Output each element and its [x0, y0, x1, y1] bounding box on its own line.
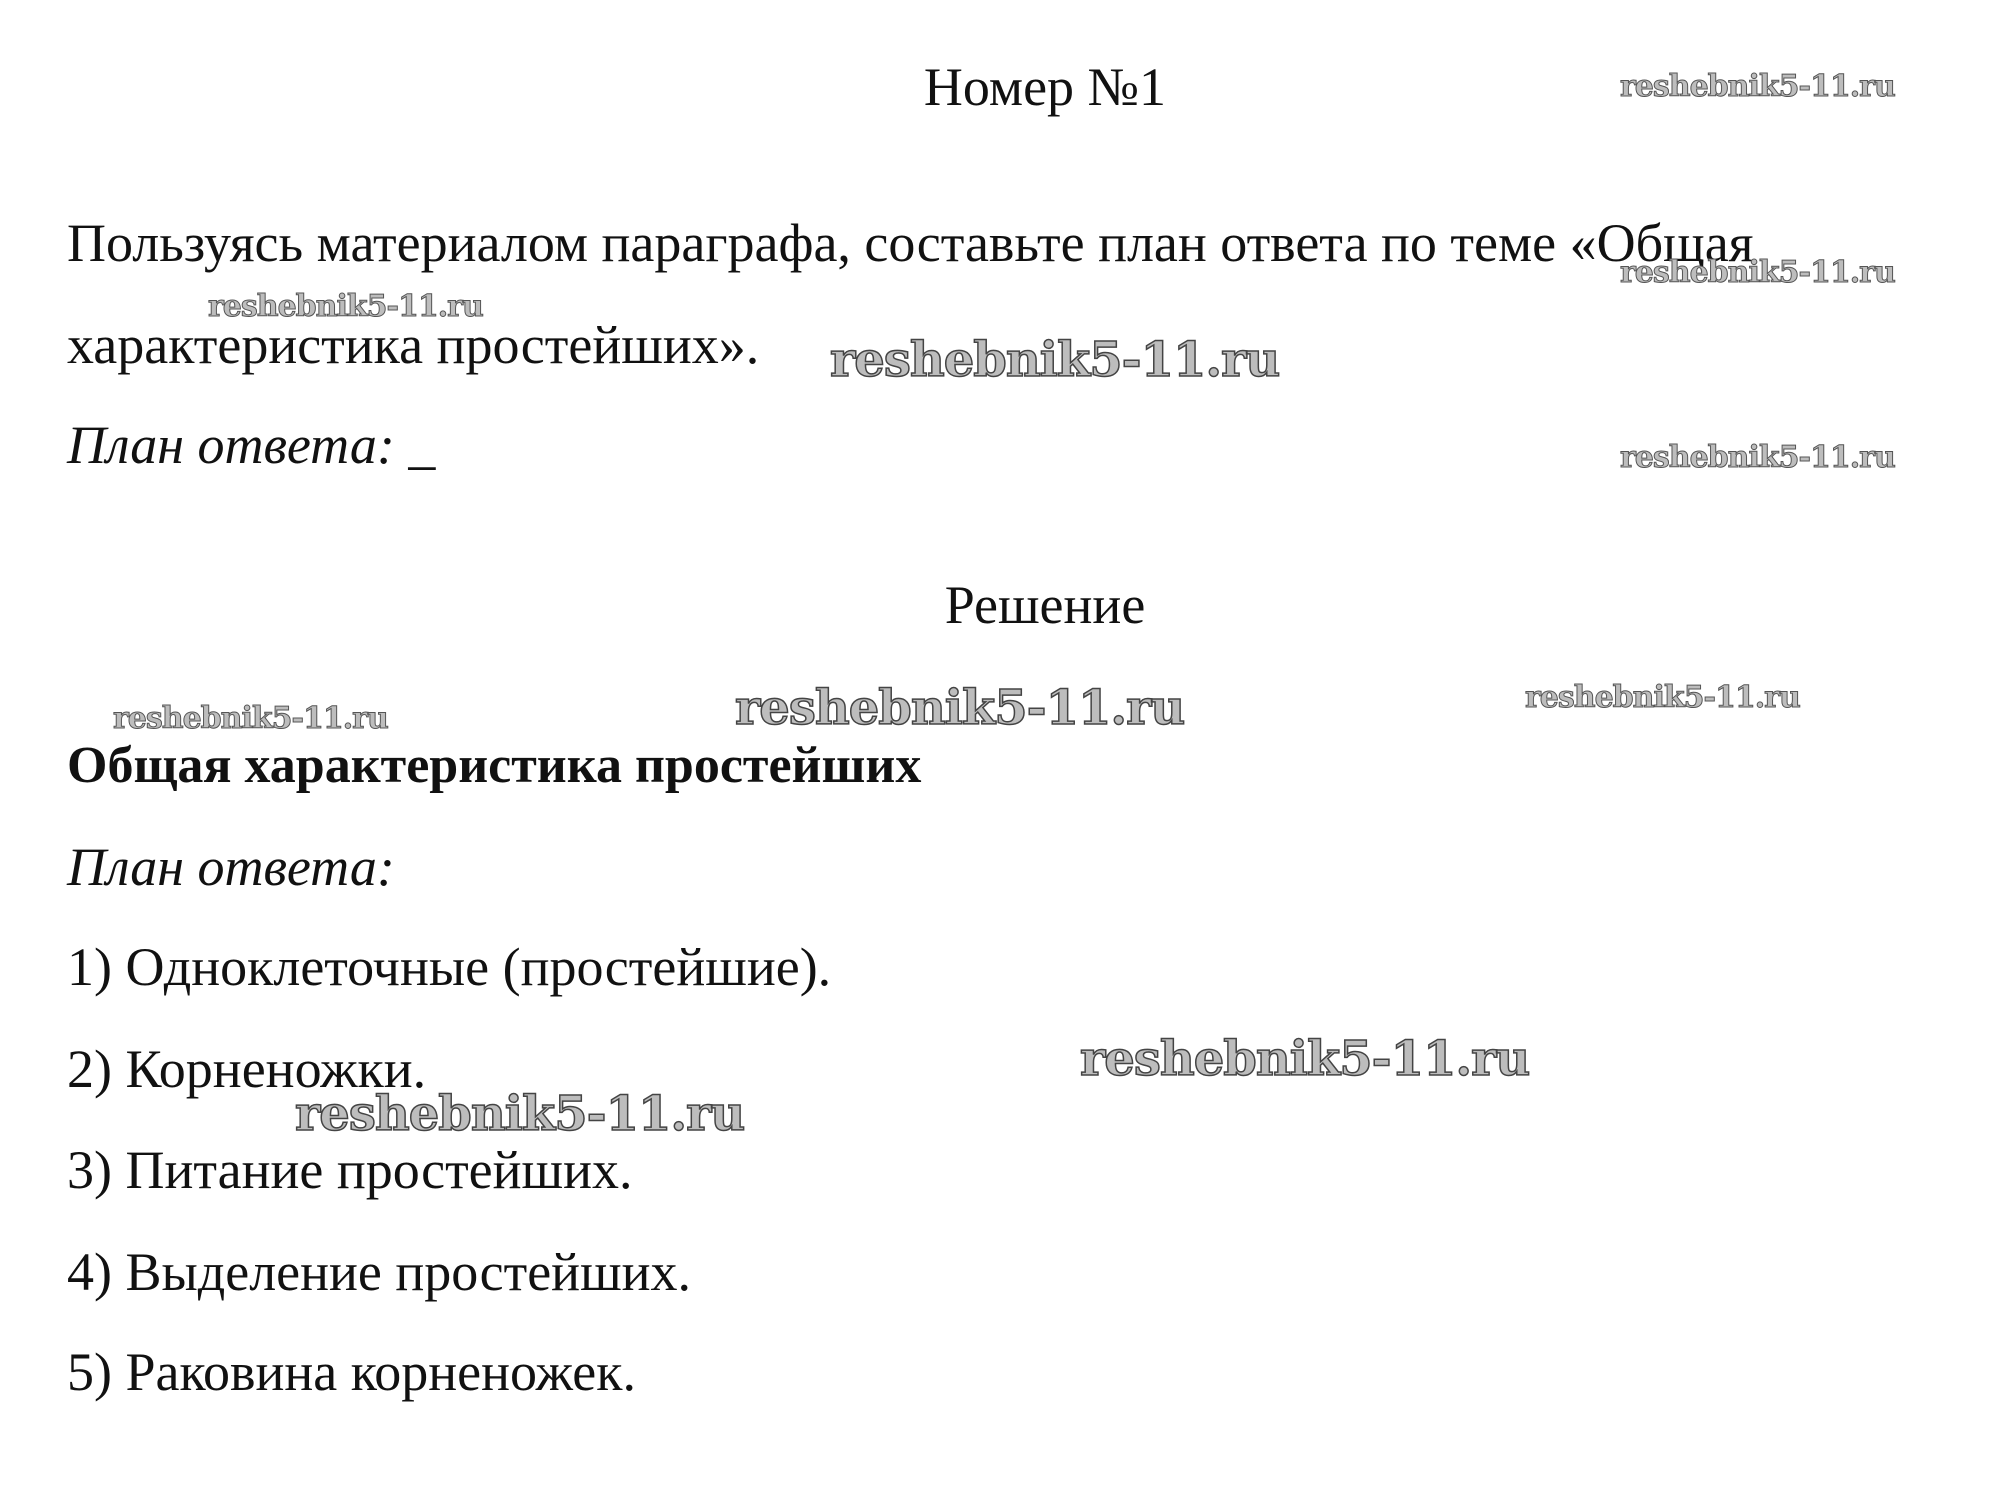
plan-item-3: 3) Питание простейших.	[67, 1140, 633, 1200]
watermark: reshebnik5-11.ru	[1620, 440, 1895, 475]
watermark: reshebnik5-11.ru	[830, 332, 1280, 388]
watermark: reshebnik5-11.ru	[1620, 69, 1895, 104]
watermark: reshebnik5-11.ru	[1525, 680, 1800, 715]
answer-plan-label: План ответа:	[67, 837, 395, 897]
watermark: reshebnik5-11.ru	[208, 289, 483, 324]
task-plan-label: План ответа: _	[67, 415, 436, 475]
plan-item-1: 1) Одноклеточные (простейшие).	[67, 937, 832, 997]
plan-item-5: 5) Раковина корненожек.	[67, 1342, 636, 1402]
plan-item-4: 4) Выделение простейших.	[67, 1242, 692, 1302]
page-title: Номер №1	[923, 57, 1167, 117]
solution-label: Решение	[944, 575, 1146, 635]
watermark: reshebnik5-11.ru	[735, 680, 1185, 736]
watermark: reshebnik5-11.ru	[1620, 255, 1895, 290]
task-text-line-2: характеристика простейших».	[67, 315, 760, 375]
watermark: reshebnik5-11.ru	[295, 1086, 745, 1142]
watermark: reshebnik5-11.ru	[1080, 1031, 1530, 1087]
plan-item-2: 2) Корненожки.	[67, 1039, 427, 1099]
answer-heading: Общая характеристика простейших	[67, 737, 922, 794]
task-text-line-1: Пользуясь материалом параграфа, составьте план ответа по теме «Общая	[67, 213, 1754, 273]
watermark: reshebnik5-11.ru	[113, 701, 388, 736]
